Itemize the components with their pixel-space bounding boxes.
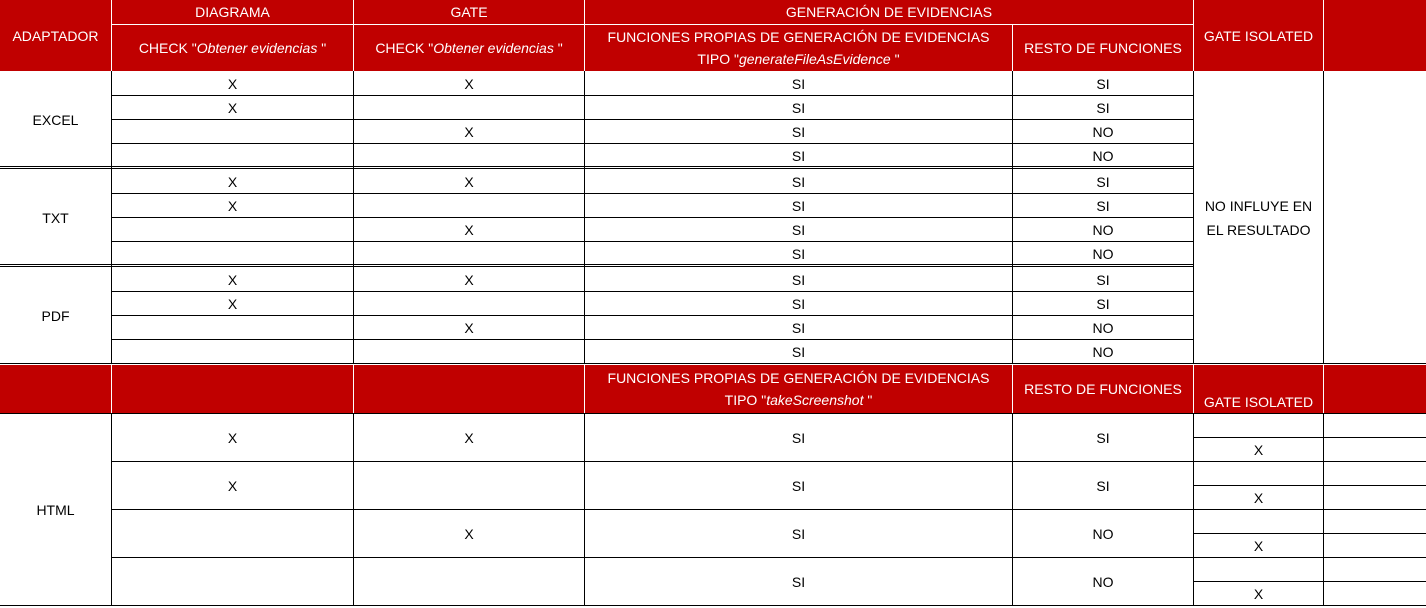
table-cell: X — [227, 271, 238, 288]
table-cell: SI — [1096, 197, 1110, 214]
grid-line — [111, 461, 1426, 462]
table-cell: SI — [791, 147, 806, 164]
table-cell: X — [227, 477, 238, 494]
table-cell: SI — [1096, 99, 1110, 116]
table-cell: SI — [1096, 477, 1110, 494]
table-cell — [354, 144, 584, 167]
grid-line — [1193, 485, 1426, 486]
header-divider — [584, 0, 585, 71]
header-resto-funciones-html: RESTO DE FUNCIONES — [1013, 365, 1193, 413]
table-cell: SI — [791, 573, 806, 590]
gate-isolated-merged-note: NO INFLUYE EN EL RESULTADO — [1204, 197, 1313, 238]
table-cell: NO — [1092, 147, 1114, 164]
grid-line — [1193, 71, 1194, 364]
table-cell: SI — [1096, 173, 1110, 190]
table-cell: SI — [1096, 271, 1110, 288]
table-cell: X — [464, 429, 474, 446]
table-cell: X — [1253, 489, 1264, 506]
grid-line — [111, 143, 1194, 144]
grid-line — [1012, 413, 1013, 606]
header-generacion-evidencias: GENERACIÓN DE EVIDENCIAS — [585, 0, 1193, 24]
grid-line — [1193, 413, 1194, 606]
grid-line — [0, 363, 1426, 364]
table-cell: NO — [1092, 319, 1114, 336]
grid-line — [584, 71, 585, 364]
grid-line — [1323, 413, 1324, 606]
table-cell: X — [464, 75, 474, 92]
table-cell — [112, 120, 353, 143]
table-cell — [112, 242, 353, 265]
header-funciones-file: FUNCIONES PROPIAS DE GENERACIÓN DE EVIDENCIAS TIPO "generateFileAsEvidence " — [585, 25, 1012, 71]
table-cell: SI — [791, 295, 806, 312]
table-cell — [354, 96, 584, 119]
table-cell — [112, 340, 353, 363]
table-cell: X — [464, 525, 474, 542]
grid-line — [1012, 71, 1013, 364]
table-cell — [354, 462, 584, 509]
grid-line — [111, 291, 1194, 292]
grid-line — [1323, 71, 1324, 364]
header-diagrama-check: CHECK "Obtener evidencias " — [112, 25, 353, 71]
table-cell: X — [464, 271, 474, 288]
table-cell: NO — [1092, 123, 1114, 140]
table-cell: X — [464, 319, 474, 336]
grid-line — [584, 413, 585, 606]
table-cell: SI — [791, 525, 806, 542]
header-divider — [111, 24, 1193, 25]
table-cell — [112, 218, 353, 241]
table-cell: X — [227, 429, 238, 446]
header-divider — [1323, 0, 1324, 71]
group-label-html: HTML — [36, 502, 75, 518]
table-cell: SI — [791, 343, 806, 360]
table-cell — [112, 144, 353, 167]
header-divider — [111, 365, 112, 413]
table-cell: X — [227, 75, 238, 92]
table-cell — [112, 510, 353, 557]
table-cell: X — [227, 197, 238, 214]
table-cell: SI — [791, 99, 806, 116]
group-separator — [0, 264, 1194, 267]
header-gate-isolated-html: GATE ISOLATED — [1194, 390, 1323, 413]
header-gate-isolated: GATE ISOLATED — [1194, 0, 1323, 71]
table-cell — [112, 558, 353, 605]
table-cell: NO — [1092, 573, 1114, 590]
table-cell: SI — [791, 429, 806, 446]
group-label-txt: TXT — [42, 209, 69, 226]
grid-line — [111, 339, 1194, 340]
grid-line — [0, 605, 1426, 606]
header-divider — [1323, 365, 1324, 413]
grid-line — [1193, 533, 1426, 534]
grid-line — [111, 193, 1194, 194]
table-cell: SI — [791, 319, 806, 336]
table-cell: SI — [791, 173, 806, 190]
table-cell: X — [1253, 441, 1264, 458]
table-cell: X — [227, 295, 238, 312]
grid-line — [111, 315, 1194, 316]
table-cell: X — [464, 173, 474, 190]
table-cell: X — [227, 173, 238, 190]
grid-line — [111, 413, 112, 606]
table-cell — [354, 558, 584, 605]
grid-line — [1193, 437, 1426, 438]
table-cell — [112, 316, 353, 339]
table-cell: SI — [791, 245, 806, 262]
table-cell: NO — [1092, 343, 1114, 360]
header-adaptador: ADAPTADOR — [0, 0, 111, 71]
grid-line — [1193, 581, 1426, 582]
header-divider — [353, 365, 354, 413]
grid-line — [111, 71, 112, 364]
group-label-pdf: PDF — [41, 307, 70, 324]
grid-line — [111, 509, 1426, 510]
table-cell: SI — [791, 477, 806, 494]
header-funciones-screenshot: FUNCIONES PROPIAS DE GENERACIÓN DE EVIDENCIAS TIPO "takeScreenshot " — [585, 365, 1012, 413]
table-cell: X — [227, 99, 238, 116]
table-cell: NO — [1092, 221, 1114, 238]
group-separator — [0, 166, 1194, 169]
grid-line — [111, 557, 1426, 558]
header-divider — [1193, 365, 1194, 413]
group-label-excel: EXCEL — [32, 111, 79, 128]
table-cell — [354, 194, 584, 217]
table-cell: SI — [791, 197, 806, 214]
table-cell: X — [464, 221, 474, 238]
header-resto-funciones: RESTO DE FUNCIONES — [1013, 25, 1193, 71]
grid-line — [353, 71, 354, 364]
table-cell — [354, 242, 584, 265]
table-cell: NO — [1092, 245, 1114, 262]
table-cell: SI — [791, 75, 806, 92]
table-cell: X — [464, 123, 474, 140]
table-cell: SI — [791, 221, 806, 238]
table-cell: SI — [1096, 295, 1110, 312]
header-divider — [1012, 24, 1013, 71]
table-cell: SI — [791, 123, 806, 140]
grid-line — [353, 413, 354, 606]
table-cell: X — [1253, 537, 1264, 554]
header-gate-check: CHECK "Obtener evidencias " — [354, 25, 584, 71]
header-divider — [111, 0, 112, 71]
header-divider — [353, 0, 354, 71]
header-diagrama: DIAGRAMA — [112, 0, 353, 24]
grid-line — [111, 241, 1194, 242]
table-cell — [354, 340, 584, 363]
grid-line — [111, 95, 1194, 96]
grid-line — [111, 217, 1194, 218]
grid-line — [0, 413, 1426, 414]
header-gate: GATE — [354, 0, 584, 24]
header-divider — [1193, 0, 1194, 71]
table-cell: SI — [791, 271, 806, 288]
table-cell: SI — [1096, 75, 1110, 92]
table-cell: SI — [1096, 429, 1110, 446]
table-cell — [354, 292, 584, 315]
header-divider — [1012, 365, 1013, 413]
grid-line — [111, 119, 1194, 120]
table-cell: NO — [1092, 525, 1114, 542]
header-divider — [584, 365, 585, 413]
table-cell: X — [1253, 585, 1264, 602]
